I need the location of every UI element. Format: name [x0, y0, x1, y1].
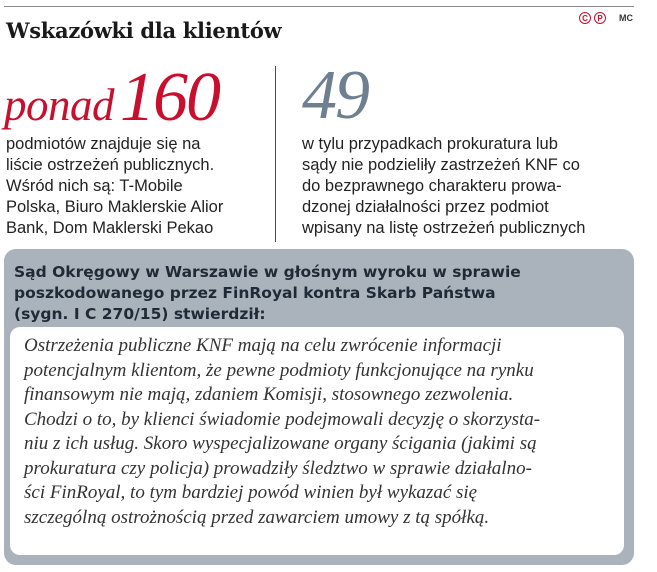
quote-heading-line: Sąd Okręgowy w Warszawie w głośnym wyroku w sprawie: [14, 263, 521, 281]
quote-heading-line: poszkodowanego przez FinRoyal kontra Skarb Państwa: [14, 284, 496, 302]
stat-right-line: dzonej działalności przez podmiot: [302, 198, 549, 216]
stat-right-number: 49: [302, 57, 368, 134]
page-title: Wskazówki dla klientów: [6, 18, 282, 43]
quote-text-line: ści FinRoyal, to tym bardziej powód winien był wykazać się: [24, 482, 478, 503]
stat-right-line: wpisany na listę ostrzeżeń publicznych: [302, 219, 586, 237]
stat-left-line: liście ostrzeżeń publicznych.: [6, 156, 215, 174]
stat-left-line: Bank, Dom Maklerski Pekao: [6, 219, 214, 237]
stats-divider: [275, 66, 276, 242]
stat-left-line: podmiotów znajduje się na: [6, 135, 201, 153]
quote-text-line: finansowym nie mają, zdaniem Komisji, stosownego zezwolenia.: [24, 384, 514, 405]
quote-text-line: prokuratura czy policja) prowadziły śledztwo w sprawie działalno-: [24, 457, 532, 479]
stat-left-figure: [4, 58, 219, 138]
p-mark-icon: P: [594, 12, 606, 24]
quote-text-line: potencjalnym klientom, że pewne podmioty funkcjonujące na rynku: [24, 359, 534, 381]
quote-text-line: szczególną ostrożnością przed zawarciem umowy z tą spółką.: [24, 506, 490, 528]
stat-left-prefix: ponad: [4, 80, 114, 130]
stat-right-description: [302, 134, 585, 239]
quote-heading: [14, 262, 521, 325]
stat-right-line: do bezprawnego charakteru prowa-: [302, 177, 562, 195]
quote-text: [24, 334, 540, 530]
quote-text-line: Chodzi o to, by klienci świadomie podejmowali decyzję o skorzysta-: [24, 408, 541, 430]
stat-right-line: w tylu przypadkach prokuratura lub: [302, 135, 558, 153]
quote-text-line: niu z ich usług. Skoro wyspecjalizowane organy ścigania (jakimi są: [24, 433, 537, 454]
stat-left-line: Polska, Biuro Maklerskie Alior: [6, 198, 224, 216]
quote-text-line: Ostrzeżenia publiczne KNF mają na celu zwrócenie informacji: [24, 335, 502, 356]
copyright-icon: C: [579, 12, 591, 24]
stat-left-description: [6, 134, 223, 239]
stat-left-number: 160: [120, 59, 219, 136]
credit: [579, 12, 633, 24]
stat-right-line: sądy nie podzieliły zastrzeżeń KNF co: [302, 156, 580, 174]
author-credit: MC: [619, 13, 633, 23]
stat-left-line: Wśród nich są: T-Mobile: [6, 177, 183, 195]
quote-heading-line: (sygn. I C 270/15) stwierdził:: [14, 305, 266, 323]
top-rule: [4, 6, 634, 7]
